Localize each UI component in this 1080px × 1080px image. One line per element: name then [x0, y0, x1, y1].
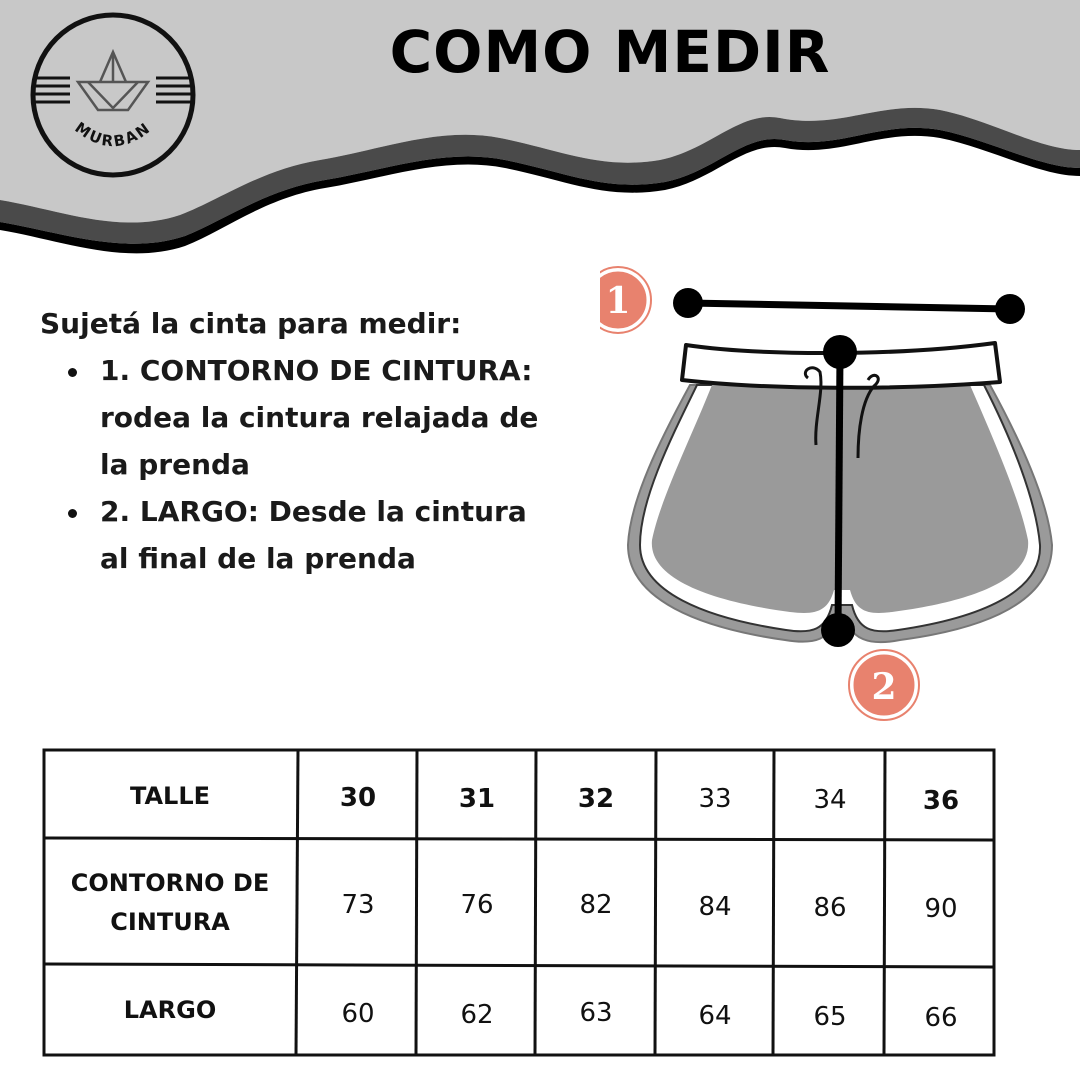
- shorts-measurement-diagram: [600, 262, 1070, 732]
- bullet-icon: [68, 368, 77, 377]
- row-header-size: TALLE: [129, 782, 211, 810]
- size-cell: 30: [339, 783, 377, 813]
- size-cell: 34: [813, 785, 847, 815]
- list-item-line: 2. LARGO: Desde la cintura: [100, 495, 527, 528]
- length-cell: 62: [460, 1000, 494, 1030]
- list-item: [100, 488, 600, 582]
- size-cell: 33: [698, 784, 732, 814]
- size-cell: 32: [577, 784, 615, 814]
- waist-measure-end-dot: [995, 294, 1025, 324]
- length-measure-start-dot: [823, 335, 857, 369]
- instructions-list: [40, 347, 600, 582]
- instructions-lead: Sujetá la cinta para medir:: [40, 307, 462, 340]
- murban-logo: [28, 10, 198, 180]
- row-header-waist: CINTURA: [110, 908, 230, 936]
- bullet-icon: [68, 509, 77, 518]
- waist-cell: 84: [698, 892, 732, 922]
- badge-2-number: 2: [871, 666, 897, 708]
- waist-cell: 76: [460, 890, 494, 920]
- length-cell: 64: [698, 1001, 732, 1031]
- logo-text: MURBAN: [71, 118, 155, 151]
- waist-measure-start-dot: [673, 288, 703, 318]
- size-cell: 36: [922, 786, 960, 816]
- instructions: [40, 300, 600, 582]
- length-cell: 65: [813, 1002, 847, 1032]
- list-item-line: rodea la cintura relajada de: [100, 401, 539, 434]
- list-item-line: la prenda: [100, 448, 250, 481]
- page-title: COMO MEDIR: [389, 18, 831, 86]
- badge-1: [600, 267, 651, 333]
- badge-1-number: 1: [605, 280, 631, 322]
- badge-2: [849, 650, 919, 720]
- list-item-line: 1. CONTORNO DE CINTURA:: [100, 354, 533, 387]
- list-item: [100, 347, 600, 488]
- length-cell: 63: [579, 998, 613, 1028]
- waist-cell: 73: [341, 890, 375, 920]
- paper-boat-icon: [78, 52, 148, 110]
- size-table: [42, 748, 998, 1058]
- length-measure-end-dot: [821, 613, 855, 647]
- length-cell: 66: [924, 1003, 958, 1033]
- svg-text:MURBAN: [72, 118, 155, 150]
- row-header-waist: CONTORNO DE: [70, 869, 270, 897]
- row-header-length: LARGO: [123, 996, 217, 1024]
- waist-cell: 82: [579, 890, 613, 920]
- waist-cell: 90: [924, 894, 958, 924]
- length-cell: 60: [341, 999, 375, 1029]
- list-item-line: al final de la prenda: [100, 542, 416, 575]
- size-cell: 31: [458, 784, 496, 814]
- waist-cell: 86: [813, 893, 847, 923]
